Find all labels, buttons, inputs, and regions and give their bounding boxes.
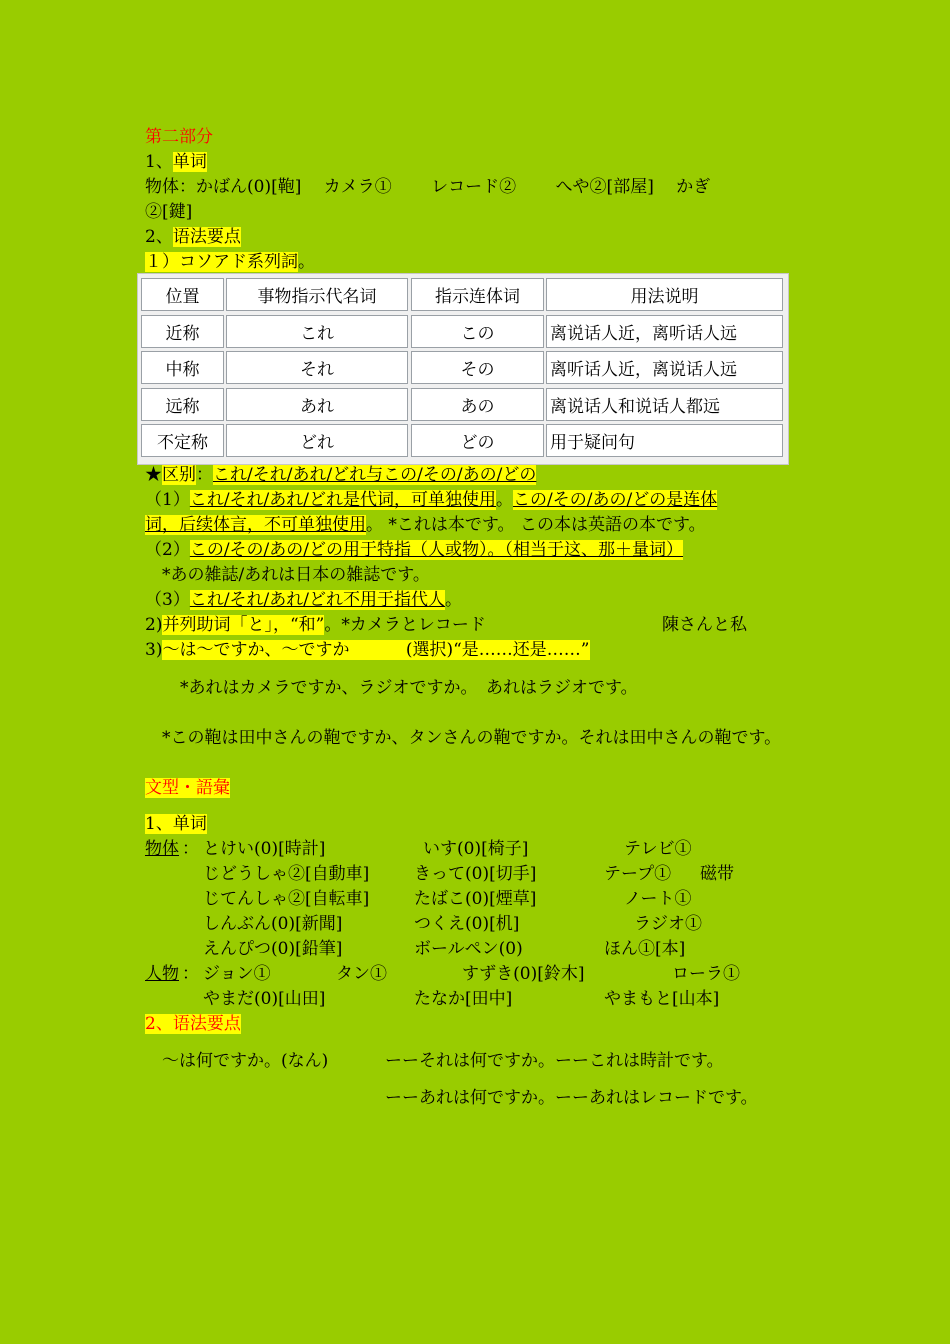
point-3-end: 。 bbox=[445, 590, 463, 610]
vocab-word: いす(0)[椅子] bbox=[423, 839, 529, 859]
point-1-text-c: 词，后续体言，不可单独使用 bbox=[145, 515, 366, 535]
difference-title: これ/それ/あれ/どれ与この/その/あの/どの bbox=[213, 465, 537, 485]
vocab-word: きって(0)[切手] bbox=[414, 864, 537, 884]
vocab-word: つくえ(0)[机] bbox=[414, 914, 520, 934]
difference-heading bbox=[145, 464, 536, 486]
persons-label bbox=[145, 963, 179, 985]
star-icon: ★ bbox=[145, 465, 162, 485]
person-name: ジョン① bbox=[203, 964, 271, 984]
item-2-highlight: 并列助词「と」，“和” bbox=[162, 615, 325, 635]
kosoado-period: 。 bbox=[298, 252, 315, 272]
table-cell: どの bbox=[411, 424, 544, 457]
difference-label: 区别 bbox=[162, 465, 196, 485]
point-1-line-2 bbox=[145, 514, 706, 536]
choice-example-1: *あれはカメラですか、ラジオですか。 あれはラジオです。 bbox=[180, 678, 638, 698]
vocab-word: 磁带 bbox=[700, 864, 734, 884]
vocab-label: 单词 bbox=[172, 152, 207, 172]
item-3-number: 3) bbox=[145, 640, 163, 660]
bunkei-heading-text: 文型・語彙 bbox=[145, 778, 230, 798]
objects-line-2: ②[鍵] bbox=[145, 202, 193, 222]
table-cell: これ bbox=[226, 315, 408, 348]
table-cell: あれ bbox=[226, 388, 408, 421]
vocab-word: テレビ① bbox=[624, 839, 692, 859]
point-2-text: この/その/あの/どの用于特指（人或物）。（相当于这、那＋量词） bbox=[189, 540, 684, 560]
vocab-word: たばこ(0)[煙草] bbox=[414, 889, 537, 909]
person-name: すずき(0)[鈴木] bbox=[462, 964, 585, 984]
persons-label-text: 人物 bbox=[145, 964, 179, 984]
table-header-cell: 位置 bbox=[141, 278, 224, 311]
item-2-line bbox=[145, 614, 486, 636]
person-name: やまもと[山本] bbox=[604, 989, 720, 1009]
vocab-word: ボールペン(0) bbox=[414, 939, 523, 959]
point-1-line-1 bbox=[145, 489, 717, 511]
grammar-label: 语法要点 bbox=[172, 227, 241, 247]
vocab-word: しんぶん(0)[新聞] bbox=[203, 914, 343, 934]
table-cell: 不定称 bbox=[141, 424, 224, 457]
table-cell: 离说话人和说话人都远 bbox=[546, 388, 783, 421]
kosoado-title-text: １）コソアド系列詞 bbox=[145, 252, 298, 272]
table-cell: それ bbox=[226, 351, 408, 384]
bunkei-heading bbox=[145, 777, 230, 799]
person-name: タン① bbox=[336, 964, 387, 984]
vocab-word: ほん①[本] bbox=[604, 939, 686, 959]
item-3-line bbox=[145, 639, 590, 661]
vocab-word: ラジオ① bbox=[634, 914, 702, 934]
objects-label bbox=[145, 838, 179, 860]
vocab-heading-2-text: 1、单词 bbox=[145, 814, 207, 834]
point-1-text-a: これ/それ/あれ/どれ是代词，可单独使用 bbox=[189, 490, 497, 510]
question-example-2: ーーあれは何ですか。ーーあれはレコードです。 bbox=[385, 1088, 758, 1108]
table-cell: その bbox=[411, 351, 544, 384]
point-2-number: （2） bbox=[145, 540, 190, 560]
vocab-word: じてんしゃ②[自転車] bbox=[203, 889, 370, 909]
vocab-word: とけい(0)[時計] bbox=[203, 839, 326, 859]
table-cell: 远称 bbox=[141, 388, 224, 421]
point-3-line bbox=[145, 589, 462, 611]
objects-label-text: 物体 bbox=[145, 839, 179, 859]
item-3-highlight: ～は～ですか、～ですか (選択)“是……还是……” bbox=[162, 640, 590, 660]
vocab-word: えんぴつ(0)[鉛筆] bbox=[203, 939, 343, 959]
vocab-word: テープ① bbox=[604, 864, 672, 884]
point-1-example: 。 *これは本です。 この本は英語の本です。 bbox=[366, 515, 706, 535]
table-header-cell: 用法说明 bbox=[546, 278, 783, 311]
table-cell: 离说话人近，离听话人远 bbox=[546, 315, 783, 348]
objects-line-1: 物体：かばん(0)[鞄] カメラ① レコード② へや②[部屋] かぎ bbox=[145, 177, 711, 197]
point-3-number: （3） bbox=[145, 590, 190, 610]
table-cell: 用于疑问句 bbox=[546, 424, 783, 457]
vocab-heading bbox=[145, 151, 207, 173]
vocab-heading-2 bbox=[145, 813, 207, 835]
person-name: たなか[田中] bbox=[414, 989, 513, 1009]
objects-colon: ： bbox=[182, 839, 199, 859]
question-example-1: ーーそれは何ですか。ーーこれは時計です。 bbox=[385, 1051, 724, 1071]
grammar-heading bbox=[145, 226, 241, 248]
question-pattern: ～は何ですか。(なん) bbox=[162, 1051, 329, 1071]
item-2-example: 。*カメラとレコード bbox=[324, 615, 486, 635]
persons-colon: ： bbox=[182, 964, 199, 984]
point-1-text-b: この/その/あの/どの是连体 bbox=[513, 490, 718, 510]
kosoado-title bbox=[145, 251, 315, 273]
table-cell: この bbox=[411, 315, 544, 348]
point-2-example: *あの雑誌/あれは日本の雑誌です。 bbox=[162, 565, 430, 585]
point-2-line bbox=[145, 539, 683, 561]
table-cell: どれ bbox=[226, 424, 408, 457]
table-cell: 中称 bbox=[141, 351, 224, 384]
person-name: ローラ① bbox=[672, 964, 740, 984]
table-cell: 离听话人近，离说话人远 bbox=[546, 351, 783, 384]
section-heading: 第二部分 bbox=[145, 127, 213, 147]
item-2-number: 2) bbox=[145, 615, 163, 635]
choice-example-2: *この鞄は田中さんの鞄ですか、タンさんの鞄ですか。それは田中さんの鞄です。 bbox=[162, 728, 782, 748]
vocab-word: じどうしゃ②[自動車] bbox=[203, 864, 370, 884]
table-cell: 近称 bbox=[141, 315, 224, 348]
difference-colon: ： bbox=[196, 465, 213, 485]
point-3-text: これ/それ/あれ/どれ不用于指代人 bbox=[189, 590, 446, 610]
grammar-heading-2 bbox=[145, 1013, 241, 1035]
vocab-number: 1、 bbox=[145, 152, 173, 172]
table-header-cell: 指示连体词 bbox=[411, 278, 544, 311]
person-name: やまだ(0)[山田] bbox=[203, 989, 326, 1009]
point-1-separator: 。 bbox=[496, 490, 514, 510]
grammar-heading-2-text: 2、语法要点 bbox=[145, 1014, 241, 1034]
table-cell: あの bbox=[411, 388, 544, 421]
item-2-example-2: 陳さんと私 bbox=[662, 615, 747, 635]
point-1-number: （1） bbox=[145, 490, 190, 510]
table-header-cell: 事物指示代名词 bbox=[226, 278, 408, 311]
vocab-word: ノート① bbox=[624, 889, 692, 909]
grammar-number: 2、 bbox=[145, 227, 173, 247]
